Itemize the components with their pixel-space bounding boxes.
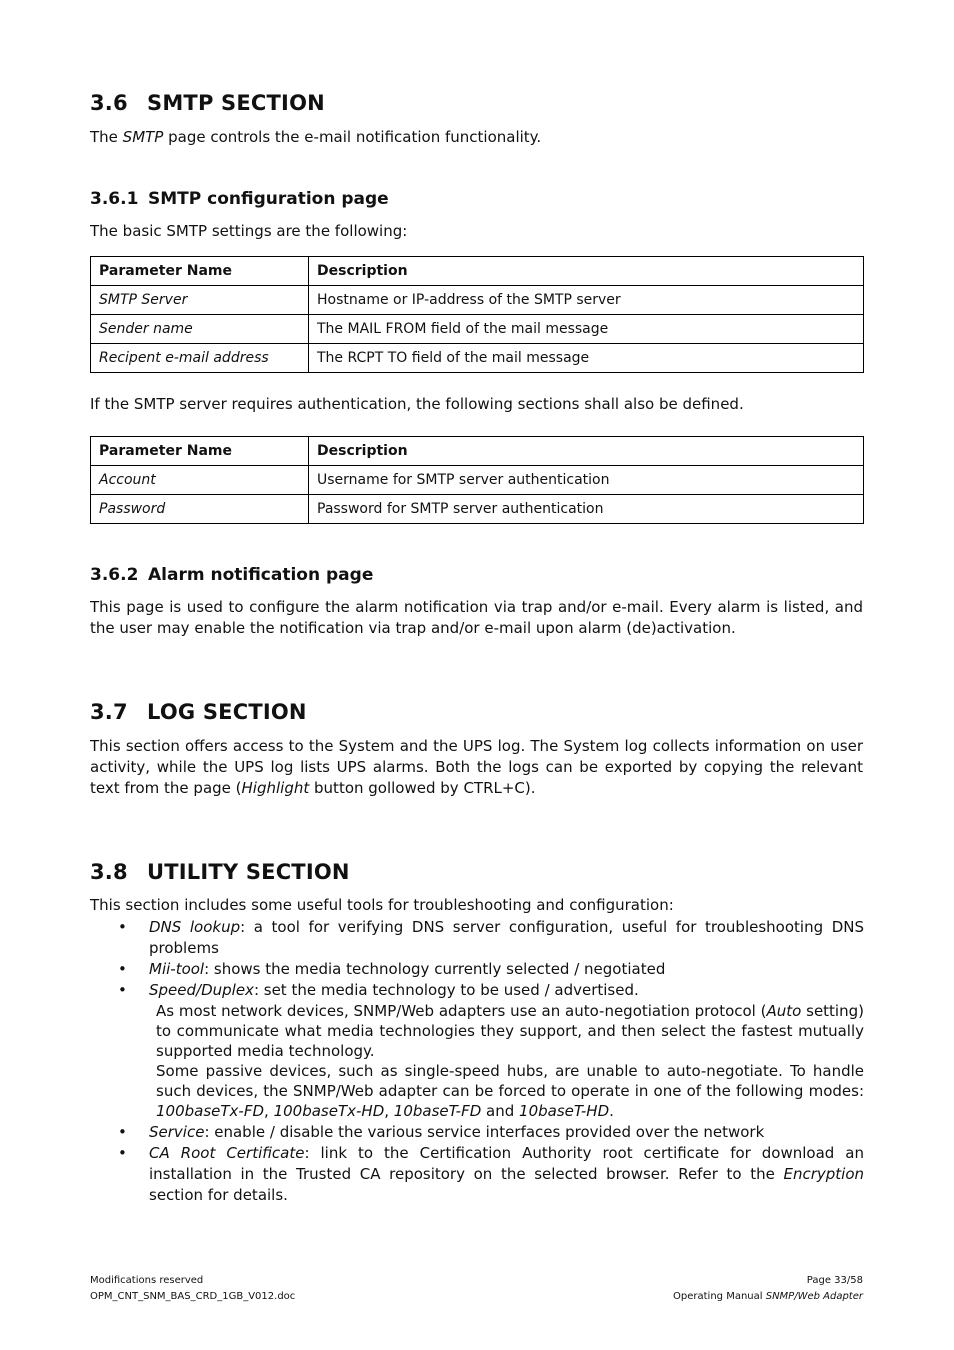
smtp-auth-table [90, 436, 864, 524]
smtp-term: SMTP [122, 128, 164, 146]
utility-bullet-list [118, 917, 864, 1206]
column-header: Parameter Name [91, 437, 309, 466]
list-item: • Mii-tool: shows the media technology currently selected / negotiated [118, 960, 666, 978]
bullet-term: Service [149, 1123, 205, 1141]
smtp-settings-intro: The basic SMTP settings are the following: [90, 222, 408, 240]
footer-manual-title: Operating Manual SNMP/Web Adapter [673, 1291, 863, 1302]
section-number: 3.6.2 [90, 565, 139, 585]
smtp-settings-table [90, 256, 864, 373]
bullet: • [118, 960, 127, 978]
list-item: • CA Root Certificate: link to the Certification Authority root certificate for download an installation in the Trusted CA repository on the selected browser. Refer to the Encryption section for details. [118, 1144, 864, 1204]
speed-duplex-paragraph-1: As most network devices, SNMP/Web adapters use an auto-negotiation protocol (Auto setting) to communicate what media technologies they support, and then select the fastest mutually supported media technology. [156, 1002, 864, 1060]
table-row [91, 466, 864, 495]
column-header: Description [309, 437, 864, 466]
section-title: UTILITY SECTION [147, 860, 350, 884]
section-number: 3.6 [90, 91, 128, 115]
footer-right [673, 1273, 863, 1305]
bullet: • [118, 981, 127, 999]
footer-left [90, 1273, 295, 1305]
description-cell: The RCPT TO field of the mail message [309, 344, 864, 373]
section-title: LOG SECTION [147, 700, 307, 724]
speed-duplex-paragraph-2: Some passive devices, such as single-speed hubs, are unable to auto-negotiate. To handle such devices, the SNMP/Web adapter can be forced to operate in one of the following modes: 100baseTx-FD, 100baseTx-HD, 10baseT-FD and 10baseT-HD. [156, 1062, 864, 1120]
section-3-6-2-heading [90, 565, 373, 585]
table-row [91, 315, 864, 344]
log-section-paragraph: This section offers access to the System and the UPS log. The System log collects information on user activity, while the UPS log lists UPS alarms. Both the logs can be exported by copying the relevant text from the page (Highlight button gollowed by CTRL+C). [90, 737, 863, 797]
bullet-term: Mii-tool [149, 960, 205, 978]
description-cell: The MAIL FROM field of the mail message [309, 315, 864, 344]
table-header-row [91, 437, 864, 466]
parameter-name-cell: Recipent e-mail address [91, 344, 309, 373]
parameter-name-cell: Account [91, 466, 309, 495]
footer-document-id: OPM_CNT_SNM_BAS_CRD_1GB_V012.doc [90, 1291, 296, 1302]
bullet: • [118, 1144, 127, 1162]
alarm-notification-paragraph: This page is used to configure the alarm notification via trap and/or e-mail. Every alarm is listed, and the user may enable the notification via trap and/or e-mail upon alarm (de)activation. [90, 598, 863, 637]
table-row [91, 344, 864, 373]
section-number: 3.6.1 [90, 189, 139, 209]
section-title: Alarm notification page [148, 565, 374, 585]
bullet-term: DNS lookup [149, 918, 241, 936]
section-3-7-heading [90, 700, 307, 724]
utility-intro: This section includes some useful tools for troubleshooting and configuration: [90, 896, 674, 914]
column-header: Description [309, 257, 864, 286]
section-3-6-1-heading [90, 189, 389, 209]
auth-paragraph: If the SMTP server requires authentication, the following sections shall also be defined. [90, 395, 744, 413]
column-header: Parameter Name [91, 257, 309, 286]
bullet: • [118, 1123, 127, 1141]
parameter-name-cell: Password [91, 495, 309, 524]
description-cell: Password for SMTP server authentication [309, 495, 864, 524]
list-item: • Speed/Duplex: set the media technology to be used / advertised. [118, 981, 639, 999]
description-cell: Hostname or IP-address of the SMTP server [309, 286, 864, 315]
table-header-row [91, 257, 864, 286]
smtp-intro-paragraph: The SMTP page controls the e-mail notification functionality. [90, 128, 542, 146]
section-number: 3.8 [90, 860, 128, 884]
bullet-term: Speed/Duplex [149, 981, 254, 999]
description-cell: Username for SMTP server authentication [309, 466, 864, 495]
section-3-6-heading [90, 91, 325, 115]
section-3-8-heading [90, 860, 350, 884]
list-item: • DNS lookup: a tool for verifying DNS server configuration, useful for troubleshooting DNS problems [118, 918, 864, 957]
footer-modifications: Modifications reserved [90, 1275, 204, 1286]
section-title: SMTP configuration page [148, 189, 389, 209]
footer-page-number: Page 33/58 [806, 1275, 863, 1286]
parameter-name-cell: SMTP Server [91, 286, 309, 315]
table-row [91, 495, 864, 524]
bullet-term: CA Root Certificate [149, 1144, 305, 1162]
table-row [91, 286, 864, 315]
parameter-name-cell: Sender name [91, 315, 309, 344]
bullet: • [118, 918, 127, 936]
list-item: • Service: enable / disable the various service interfaces provided over the network [118, 1123, 765, 1141]
section-title: SMTP SECTION [147, 91, 325, 115]
highlight-term: Highlight [241, 779, 310, 797]
section-number: 3.7 [90, 700, 128, 724]
